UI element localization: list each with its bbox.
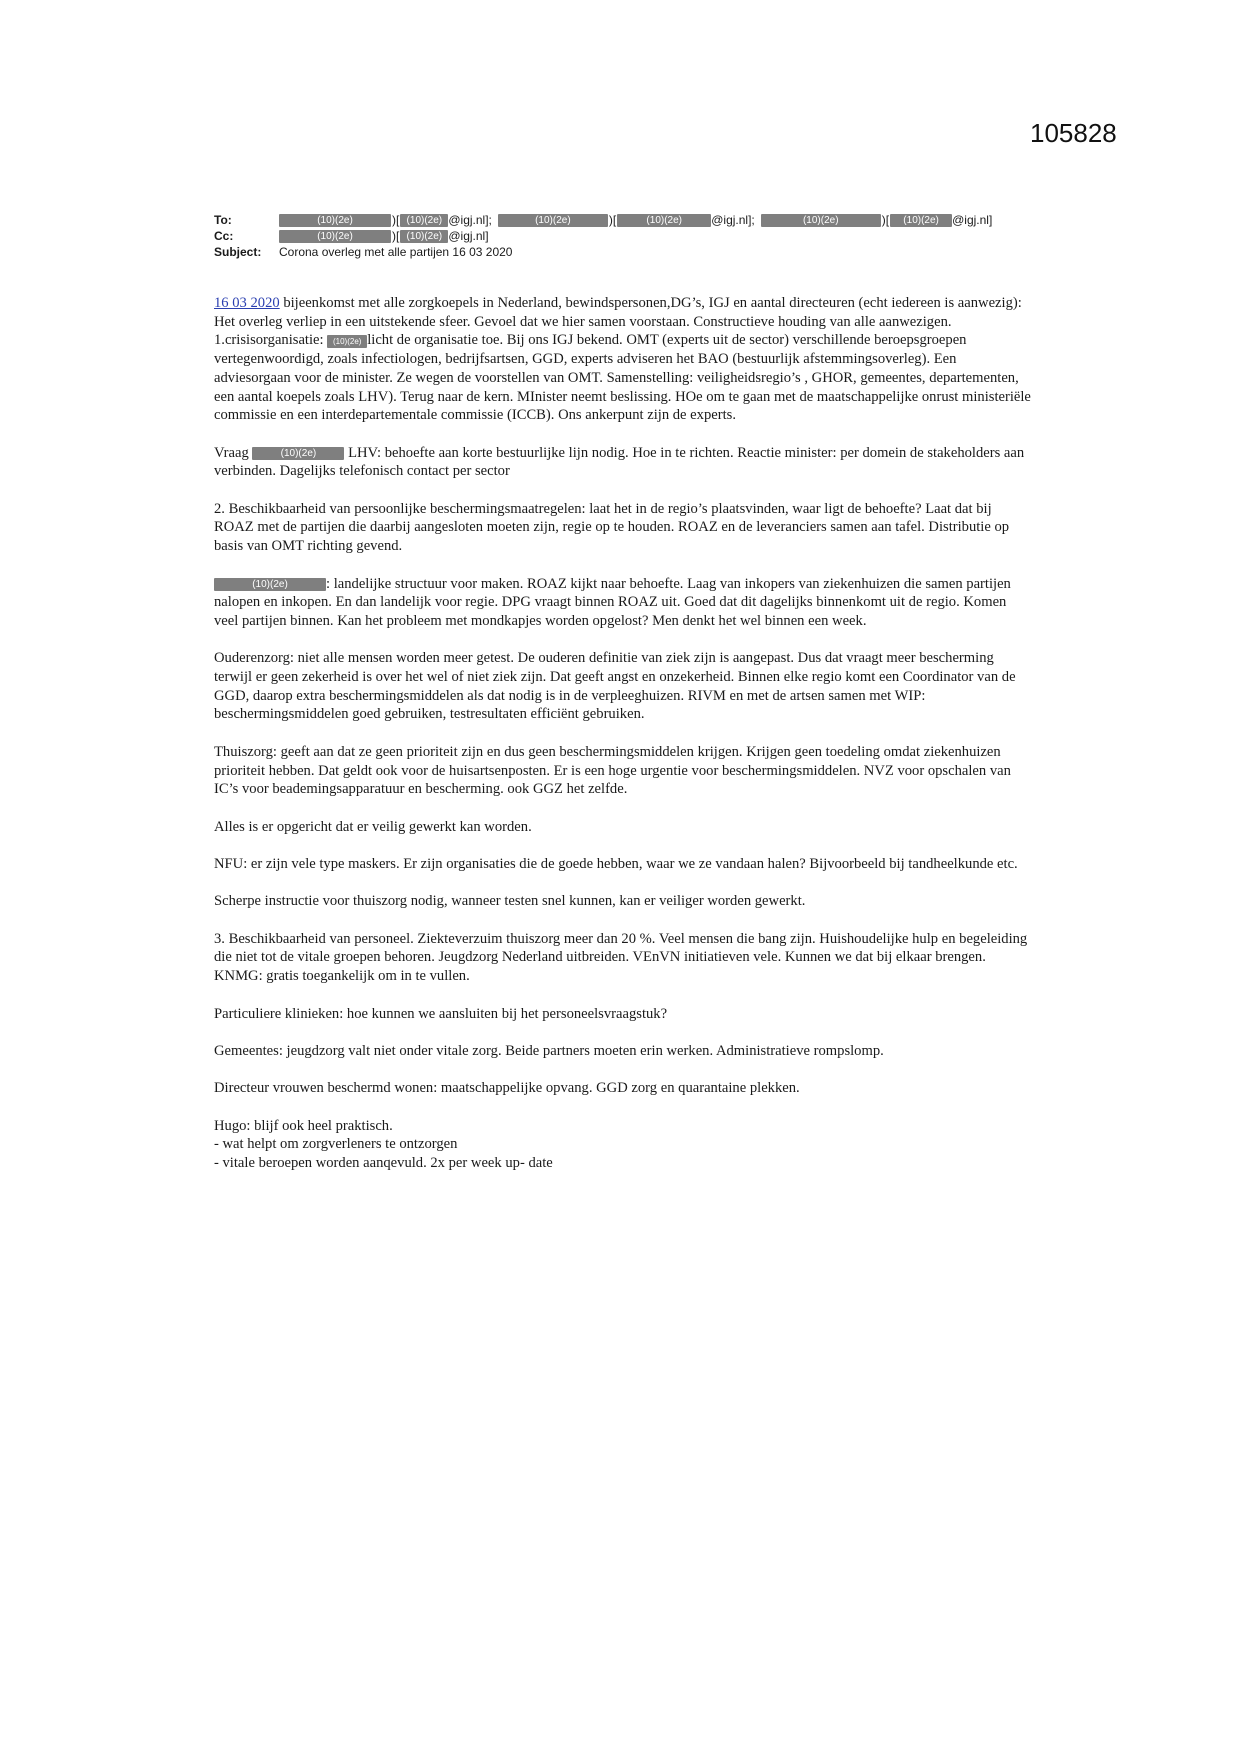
- paragraph: NFU: er zijn vele type maskers. Er zijn organisaties die de goede hebben, waar we ze vandaan halen? Bijvoorbeeld bij tandheelkunde etc.: [214, 855, 1018, 872]
- paragraph-text: : landelijke structuur voor maken. ROAZ kijkt naar behoefte. Laag van inkopers van ziekenhuizen die samen partijen nalopen en inkopen. En dan landelijk voor regie. DPG vraagt binnen ROAZ uit. Goed dat dit dagelijks binnenkomt uit de regio. Komen veel partijen binnen. Kan het probleem met mondkapjes worden opgelost? Men denkt het wel binnen een week.: [214, 575, 1011, 629]
- redaction-box: (10)(2e): [761, 214, 881, 227]
- bullet-item: - vitale beroepen worden aanqevuld. 2x per week up- date: [214, 1155, 553, 1172]
- bullet-item: - wat helpt om zorgverleners te ontzorgen: [214, 1136, 458, 1153]
- paragraph: [214, 294, 1032, 313]
- domain-text: @igj.nl];: [448, 213, 492, 227]
- paragraph-text: licht de organisatie toe. Bij ons IGJ bekend. OMT (experts uit de sector) verschillende beroepsgroepen vertegenwoordigd, zoals infectiologen, bedrijfsartsen, GGD, experts adviseren het BAO (bestuurlijk afstemmingsoverleg). Een adviesorgaan voor de minister. Ze wegen de voorstellen van OMT. Samenstelling: veiligheidsregio’s , GHOR, gemeentes, departementen, een aantal koepels zoals LHV). Terug naar de kern. MInister neemt beslissing. HOe om te gaan met de maatschappelijke onrust ministeriële commissie en een interdepartementale commissie (ICCB). Ons ankerpunt zijn de experts.: [214, 332, 1031, 424]
- paragraph: Alles is er opgericht dat er veilig gewerkt kan worden.: [214, 818, 532, 835]
- paragraph: Het overleg verliep in een uitstekende sfeer. Gevoel dat we hier samen voorstaan. Constructieve houding van alle aanwezigen.: [214, 313, 952, 330]
- paragraph: Hugo: blijf ook heel praktisch.: [214, 1117, 393, 1134]
- date-link[interactable]: 16 03 2020: [214, 295, 280, 311]
- paragraph: Scherpe instructie voor thuiszorg nodig, wanneer testen snel kunnen, kan er veiliger worden gewerkt.: [214, 893, 806, 910]
- domain-text: @igj.nl]: [952, 213, 993, 227]
- separator: )[: [392, 229, 400, 243]
- email-body: [214, 294, 1032, 1173]
- paragraph: 2. Beschikbaarheid van persoonlijke beschermingsmaatregelen: laat het in de regio’s plaatsvinden, waar ligt de behoefte? Laat dat bij ROAZ met de partijen die daarbij aangesloten moeten zijn, regie op te houden. ROAZ en de leveranciers samen aan tafel. Distributie op basis van OMT richting gevend.: [214, 500, 1010, 555]
- paragraph-text: 1.crisisorganisatie:: [214, 332, 328, 349]
- to-label: To:: [214, 213, 232, 227]
- redaction-box: (10)(2e): [279, 230, 391, 243]
- paragraph: Ouderenzorg: niet alle mensen worden meer getest. De ouderen definitie van ziek zijn is aangepast. Dus dat vraagt meer bescherming terwijl er geen zekerheid is over het wel of niet ziek zijn. Dat geeft angst en onzekerheid. Binnen elke regio komt een Coordinator van de GGD, daarop extra beschermingsmiddelen als dat nodig is in de verpleeghuizen. RIVM en met de artsen samen met WIP: beschermingsmiddelen goed gebruiken, testresultaten efficiënt gebruiken.: [214, 650, 1016, 723]
- paragraph: [214, 444, 1032, 481]
- redaction-box: (10)(2e): [890, 214, 952, 227]
- redaction-box: (10)(2e): [400, 230, 448, 243]
- cc-label: Cc:: [214, 229, 234, 243]
- subject-text: Corona overleg met alle partijen 16 03 2020: [279, 245, 513, 259]
- domain-text: @igj.nl]: [448, 229, 489, 243]
- paragraph: [214, 575, 1032, 631]
- separator: )[: [608, 213, 617, 227]
- separator: )[: [392, 213, 400, 227]
- paragraph-text: bijeenkomst met alle zorgkoepels in Nederland, bewindspersonen,DG’s, IGJ en aantal directeuren (echt iedereen is aanwezig):: [279, 295, 1022, 311]
- cc-row: [214, 228, 1034, 244]
- redaction-box: (10)(2e): [252, 447, 344, 460]
- separator: )[: [881, 213, 890, 227]
- document-number: 105828: [1030, 118, 1117, 148]
- paragraph: Thuiszorg: geeft aan dat ze geen prioriteit zijn en dus geen beschermingsmiddelen krijgen. Krijgen geen toedeling omdat ziekenhuizen prioriteit hebben. Dat geldt ook voor de huisartsenposten. Er is een hoge urgentie voor beschermingsmiddelen. NVZ voor opschalen van IC’s voor beademingsapparatuur en bescherming. ook GGZ het zelfde.: [214, 743, 1011, 798]
- redaction-box: (10)(2e): [214, 578, 326, 591]
- email-header: [214, 212, 1034, 260]
- redaction-box: (10)(2e): [498, 214, 608, 227]
- redaction-box: (10)(2e): [400, 214, 448, 227]
- redaction-box: (10)(2e): [617, 214, 711, 227]
- to-row: [214, 212, 1034, 228]
- paragraph: [214, 331, 1032, 425]
- subject-label: Subject:: [214, 245, 262, 259]
- paragraph-text: Vraag: [214, 444, 253, 461]
- paragraph: Directeur vrouwen beschermd wonen: maatschappelijke opvang. GGD zorg en quarantaine plekken.: [214, 1080, 800, 1097]
- domain-text: @igj.nl];: [711, 213, 755, 227]
- paragraph: 3. Beschikbaarheid van personeel. Ziekteverzuim thuiszorg meer dan 20 %. Veel mensen die bang zijn. Huishoudelijke hulp en begeleiding die niet tot de vitale groepen behoren. Jeugdzorg Nederland uitbreiden. VEnVN initiatieven vele. Kunnen we dat bij elkaar brengen. KNMG: gratis toegankelijk om in te vullen.: [214, 930, 1028, 985]
- subject-row: [214, 244, 1034, 260]
- redaction-box: (10)(2e): [279, 214, 391, 227]
- paragraph-text: LHV: behoefte aan korte bestuurlijke lijn nodig. Hoe in te richten. Reactie minister: per domein de stakeholders aan verbinden. Dagelijks telefonisch contact per sector: [214, 444, 1025, 480]
- redaction-box: (10)(2e): [327, 335, 367, 348]
- paragraph: Particuliere klinieken: hoe kunnen we aansluiten bij het personeelsvraagstuk?: [214, 1005, 668, 1022]
- paragraph: Gemeentes: jeugdzorg valt niet onder vitale zorg. Beide partners moeten erin werken. Administratieve rompslomp.: [214, 1042, 884, 1059]
